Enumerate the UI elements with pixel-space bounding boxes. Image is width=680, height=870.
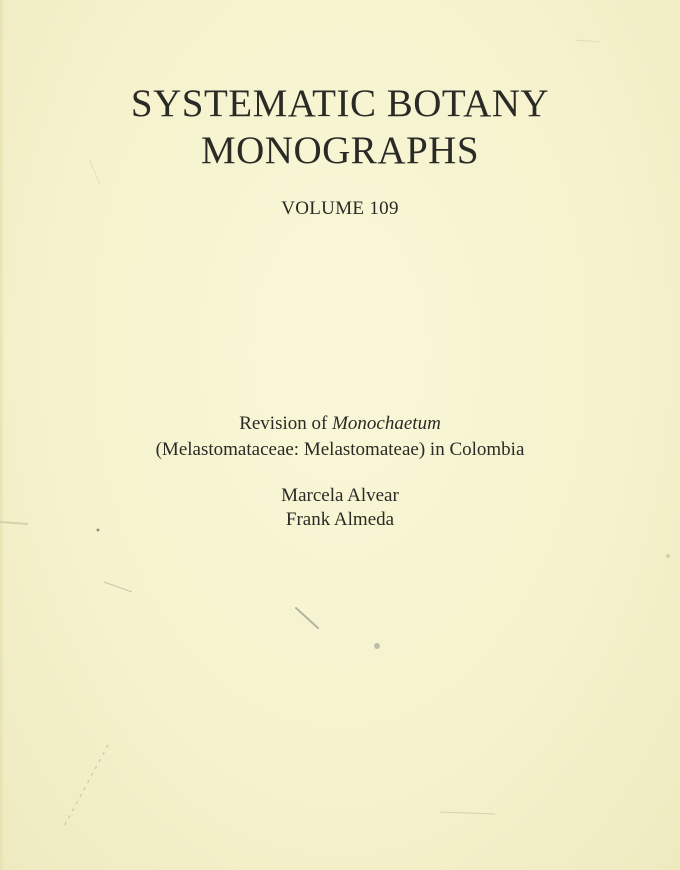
work-title-line-2: (Melastomataceae: Melastomateae) in Colombia <box>155 439 525 460</box>
author-2: Frank Almeda <box>285 509 395 530</box>
work-title-prefix: Revision of <box>239 413 333 434</box>
volume-number: VOLUME 109 <box>281 198 399 219</box>
work-title-genus: Monochaetum <box>332 413 441 434</box>
series-title-line-1: SYSTEMATIC BOTANY <box>130 82 550 125</box>
series-title-line-2: MONOGRAPHS <box>200 129 480 172</box>
author-1: Marcela Alvear <box>281 485 399 506</box>
work-title-line-1 <box>0 414 680 433</box>
